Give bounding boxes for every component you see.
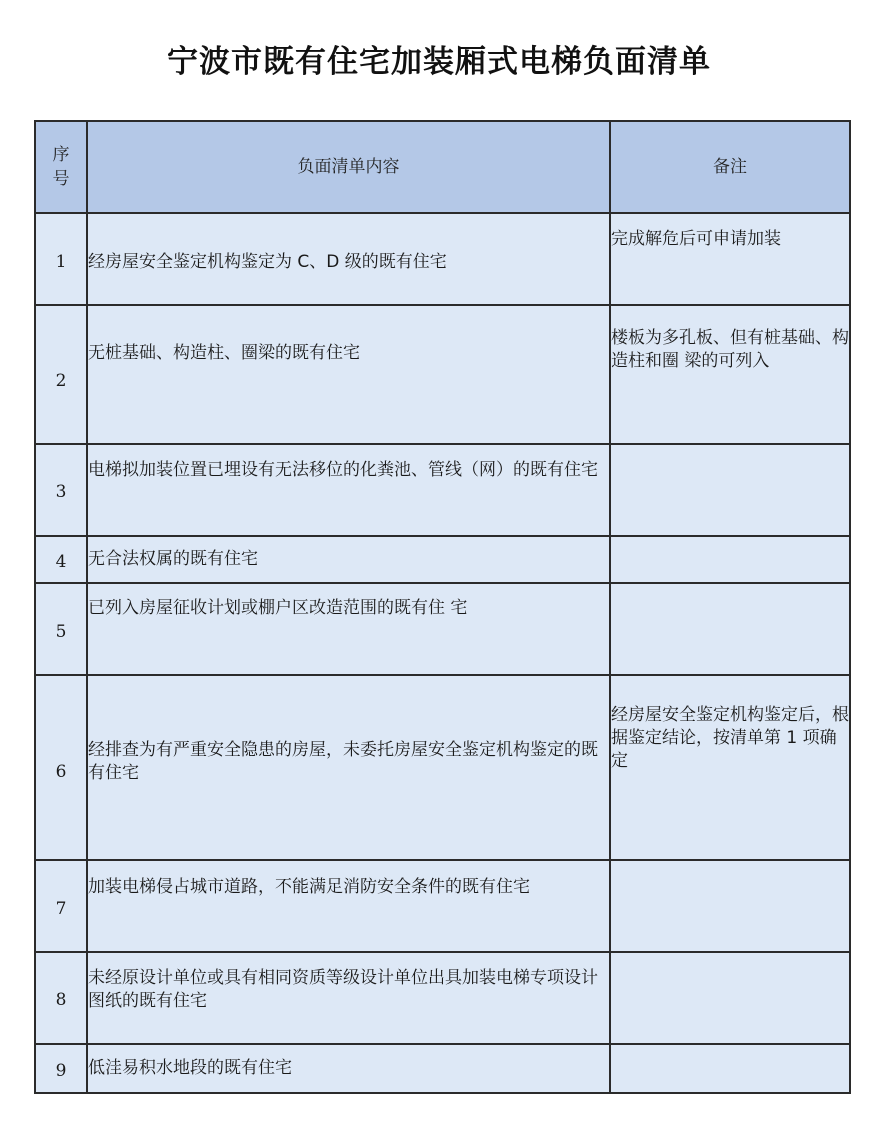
row-content: [87, 675, 610, 860]
row-number: 9: [35, 1044, 87, 1093]
row-number: 2: [35, 305, 87, 444]
row-content-text: 无桩基础、构造柱、圈梁的既有住宅: [88, 343, 360, 363]
row-content-text: 经房屋安全鉴定机构鉴定为 C、D 级的既有住宅: [88, 251, 447, 272]
row-note: [610, 952, 850, 1044]
table-row: [35, 444, 850, 536]
table-row: [35, 213, 850, 305]
row-content-text: 已列入房屋征收计划或棚户区改造范围的既有住 宅: [88, 598, 468, 618]
header-note: 备注: [610, 121, 850, 213]
row-number: 5: [35, 583, 87, 675]
row-content: [87, 444, 610, 536]
row-note: [610, 536, 850, 583]
table-row: [35, 1044, 850, 1093]
row-note: [610, 444, 850, 536]
row-note: [610, 675, 850, 860]
row-content-text: 电梯拟加装位置已埋设有无法移位的化粪池、管线（网）的既有住宅: [88, 460, 598, 480]
row-content: [87, 860, 610, 952]
table-row: [35, 675, 850, 860]
row-note: [610, 1044, 850, 1093]
row-note: [610, 305, 850, 444]
row-note-text: 经房屋安全鉴定机构鉴定后，根据鉴定结论，按清单第 1 项确定: [611, 705, 849, 771]
document-title: 宁波市既有住宅加装厢式电梯负面清单: [167, 44, 711, 80]
table-header-row: [35, 121, 850, 213]
row-content: [87, 952, 610, 1044]
row-note-text: 完成解危后可申请加装: [611, 229, 781, 249]
row-content: [87, 536, 610, 583]
header-serial-number-label: 序号: [52, 145, 70, 189]
row-number: 1: [35, 213, 87, 305]
row-note: [610, 583, 850, 675]
header-serial-number: [35, 121, 87, 213]
table-row: [35, 305, 850, 444]
row-number: 7: [35, 860, 87, 952]
row-number: 3: [35, 444, 87, 536]
row-content: [87, 583, 610, 675]
table-row: [35, 583, 850, 675]
negative-list-table: [34, 120, 851, 1094]
row-content-text: 未经原设计单位或具有相同资质等级设计单位出具加装电梯专项设计图纸的既有住宅: [88, 968, 598, 1011]
row-content: [87, 213, 610, 305]
row-content-text: 无合法权属的既有住宅: [88, 549, 258, 569]
table-row: [35, 860, 850, 952]
row-number: 8: [35, 952, 87, 1044]
row-content-text: 低洼易积水地段的既有住宅: [88, 1058, 292, 1078]
table-row: [35, 952, 850, 1044]
row-number: 4: [35, 536, 87, 583]
row-content: [87, 305, 610, 444]
row-content: [87, 1044, 610, 1093]
row-number: 6: [35, 675, 87, 860]
row-note: [610, 860, 850, 952]
table-row: [35, 536, 850, 583]
row-note: [610, 213, 850, 305]
header-content: 负面清单内容: [87, 121, 610, 213]
row-content-text: 经排查为有严重安全隐患的房屋，未委托房屋安全鉴定机构鉴定的既有住宅: [88, 740, 598, 783]
row-note-text: 楼板为多孔板、但有桩基础、构造柱和圈 梁的可列入: [611, 328, 849, 371]
row-content-text: 加装电梯侵占城市道路，不能满足消防安全条件的既有住宅: [88, 877, 530, 897]
